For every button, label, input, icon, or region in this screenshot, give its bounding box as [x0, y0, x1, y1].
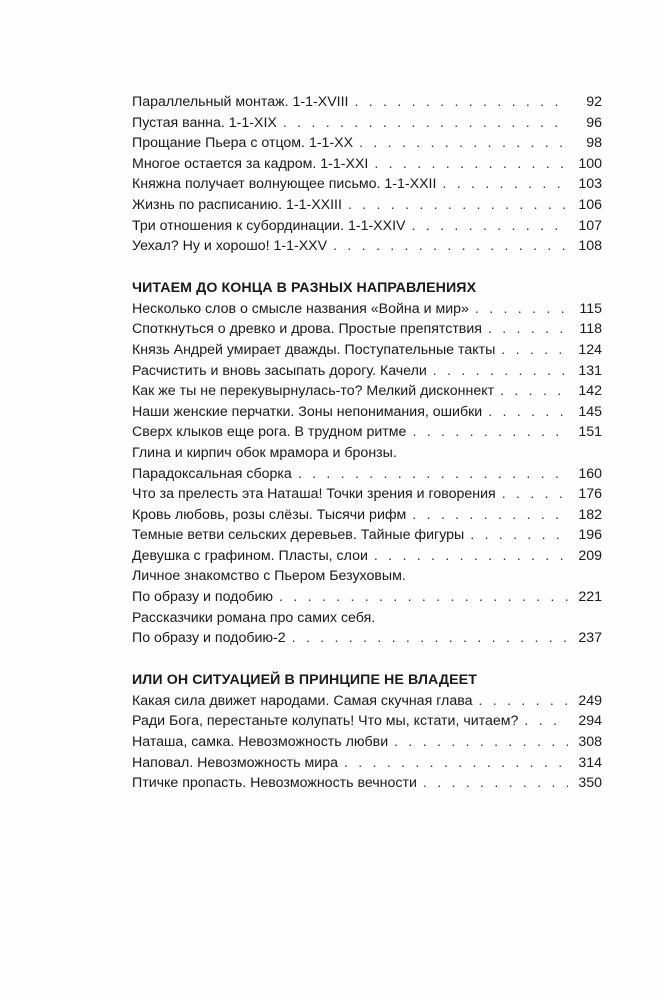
leader-dots: [488, 402, 568, 423]
leader-dots: [500, 381, 568, 402]
toc-row: [132, 484, 602, 505]
toc-entry-title: Прощание Пьера с отцом. 1-1-XX: [132, 135, 354, 152]
toc-entry-page: 131: [578, 362, 602, 379]
toc-row: [132, 154, 602, 175]
toc-row: [132, 195, 602, 216]
toc-entry-title: Расчистить и вновь засыпать дорогу. Качели: [132, 362, 427, 379]
leader-dots: [524, 711, 568, 732]
toc-entry-title: Многое остается за кадром. 1-1-XXI: [132, 155, 369, 172]
toc-entry-page: 209: [578, 547, 602, 564]
toc-row-continued: [132, 443, 602, 464]
leader-dots: [333, 236, 568, 257]
toc-entry-page: 92: [586, 94, 602, 110]
toc-entry-page: 98: [586, 135, 602, 152]
leader-dots: [423, 773, 568, 794]
toc-entry-title: Как же ты не перекувырнулась-то? Мелкий дисконнект: [132, 383, 495, 400]
toc-entry-title: По образу и подобию: [132, 589, 274, 606]
toc-entry-page: 294: [578, 713, 602, 730]
toc-entry-page: 182: [578, 506, 602, 523]
toc-row: [132, 691, 602, 712]
toc-row: [132, 587, 602, 608]
toc-row: [132, 464, 602, 485]
toc-entry-page: 108: [578, 238, 602, 255]
leader-dots: [479, 691, 569, 712]
toc-entry-page: 221: [578, 589, 602, 606]
leader-dots: [354, 92, 568, 113]
toc-entry-page: 96: [586, 114, 602, 131]
toc-entry-page: 115: [579, 300, 602, 317]
toc-entry-page: 100: [578, 155, 602, 172]
leader-dots: [359, 133, 568, 154]
toc-entry-title: Темные ветви сельских деревьев. Тайные фигуры: [132, 527, 465, 544]
leader-dots: [488, 319, 568, 340]
leader-dots: [442, 174, 568, 195]
toc-row: [132, 402, 602, 423]
leader-dots: [433, 361, 568, 382]
toc-row: [132, 732, 602, 753]
leader-dots: [344, 753, 568, 774]
toc-entry-page: 176: [578, 486, 602, 503]
toc-row: [132, 340, 602, 361]
toc-row: [132, 773, 602, 794]
leader-dots: [298, 464, 568, 485]
toc-entry-page: 249: [578, 692, 602, 709]
toc-row: [132, 505, 602, 526]
toc-row: [132, 711, 602, 732]
toc-entry-title: Наташа, самка. Невозможность любви: [132, 734, 389, 751]
toc-entry-page: 145: [578, 403, 602, 420]
toc-entry-title: Какая сила движет народами. Самая скучная глава: [132, 692, 473, 709]
leader-dots: [502, 484, 568, 505]
leader-dots: [412, 422, 568, 443]
toc-entry-page: 151: [578, 424, 602, 441]
toc-entry-title: Кровь любовь, розы слёзы. Тысячи рифм: [132, 506, 407, 523]
section-heading: ЧИТАЕМ ДО КОНЦА В РАЗНЫХ НАПРАВЛЕНИЯХ: [132, 279, 477, 296]
toc-entry-title: Птичке пропасть. Невозможность вечности: [132, 775, 417, 792]
toc-entry-title: По образу и подобию-2: [132, 630, 286, 647]
leader-dots: [475, 299, 568, 320]
toc-entry-title: Три отношения к субординации. 1-1-XXIV: [132, 217, 406, 234]
toc-entry-title: Несколько слов о смысле названия «Война и мир»: [132, 300, 469, 317]
toc-row: [132, 174, 602, 195]
leader-dots: [470, 525, 568, 546]
toc-row: [132, 525, 602, 546]
toc-entry-page: 314: [578, 754, 602, 771]
toc-row: [132, 381, 602, 402]
toc-row: [132, 113, 602, 134]
toc-row: [132, 361, 602, 382]
toc-row-continued: [132, 566, 602, 587]
toc-entry-page: 350: [578, 775, 602, 792]
toc-entry-page: 196: [578, 527, 602, 544]
section-gap: [132, 257, 602, 277]
toc-row: [132, 753, 602, 774]
toc-entry-page: 308: [578, 734, 602, 751]
toc-row: [132, 319, 602, 340]
toc-entry-page: 160: [578, 465, 602, 482]
leader-dots: [374, 546, 568, 567]
toc-row: [132, 236, 602, 257]
toc-entry-title: Ради Бога, перестаньте колупать! Что мы, кстати, читаем?: [132, 713, 519, 730]
toc-entry-title: Княжна получает волнующее письмо. 1-1-XXII: [132, 176, 437, 193]
leader-dots: [412, 216, 568, 237]
toc-entry-title: Параллельный монтаж. 1-1-XVIII: [132, 94, 349, 110]
toc-entry-title: Что за прелесть эта Наташа! Точки зрения и говорения: [132, 486, 496, 503]
leader-dots: [501, 340, 568, 361]
toc-entry-title: Парадоксальная сборка: [132, 465, 292, 482]
toc-row-continued: [132, 608, 602, 629]
toc-entry-page: 106: [578, 196, 602, 213]
toc-row: [132, 628, 602, 649]
toc-row: [132, 92, 602, 113]
toc-row: [132, 133, 602, 154]
toc-entry-page: 118: [579, 321, 602, 338]
toc-entry-title: Наши женские перчатки. Зоны непонимания, ошибки: [132, 403, 483, 420]
leader-dots: [279, 587, 568, 608]
toc-entry-page: 124: [578, 341, 602, 358]
toc-entry-title: Споткнуться о древко и дрова. Простые препятствия: [132, 321, 482, 338]
toc-entry-title: Наповал. Невозможность мира: [132, 754, 338, 771]
leader-dots: [412, 505, 568, 526]
toc-row: [132, 422, 602, 443]
toc-entry-title-line1: Личное знакомство с Пьером Безуховым.: [132, 568, 406, 585]
leader-dots: [348, 195, 568, 216]
toc-entry-title: Девушка с графином. Пласты, слои: [132, 547, 368, 564]
toc-entry-title-line1: Рассказчики романа про самих себя.: [132, 609, 376, 626]
toc-entry-page: 103: [578, 176, 602, 193]
section-heading: ИЛИ ОН СИТУАЦИЕЙ В ПРИНЦИПЕ НЕ ВЛАДЕЕТ: [132, 671, 478, 688]
leader-dots: [283, 113, 568, 134]
toc-entry-title: Жизнь по расписанию. 1-1-XXIII: [132, 196, 342, 213]
toc-row: [132, 216, 602, 237]
leader-dots: [374, 154, 568, 175]
leader-dots: [394, 732, 568, 753]
toc-entry-title: Пустая ванна. 1-1-XIX: [132, 114, 277, 131]
toc-entry-title-line1: Глина и кирпич обок мрамора и бронзы.: [132, 444, 397, 461]
table-of-contents: [132, 92, 602, 794]
toc-entry-title: Сверх клыков еще рога. В трудном ритме: [132, 424, 407, 441]
leader-dots: [292, 628, 568, 649]
toc-entry-page: 142: [578, 383, 602, 400]
section-gap: [132, 649, 602, 669]
toc-entry-page: 107: [578, 217, 602, 234]
toc-row: [132, 299, 602, 320]
toc-entry-title: Князь Андрей умирает дважды. Поступательные такты: [132, 341, 496, 358]
toc-entry-page: 237: [578, 630, 602, 647]
toc-row: [132, 546, 602, 567]
toc-entry-title: Уехал? Ну и хорошо! 1-1-XXV: [132, 238, 328, 255]
